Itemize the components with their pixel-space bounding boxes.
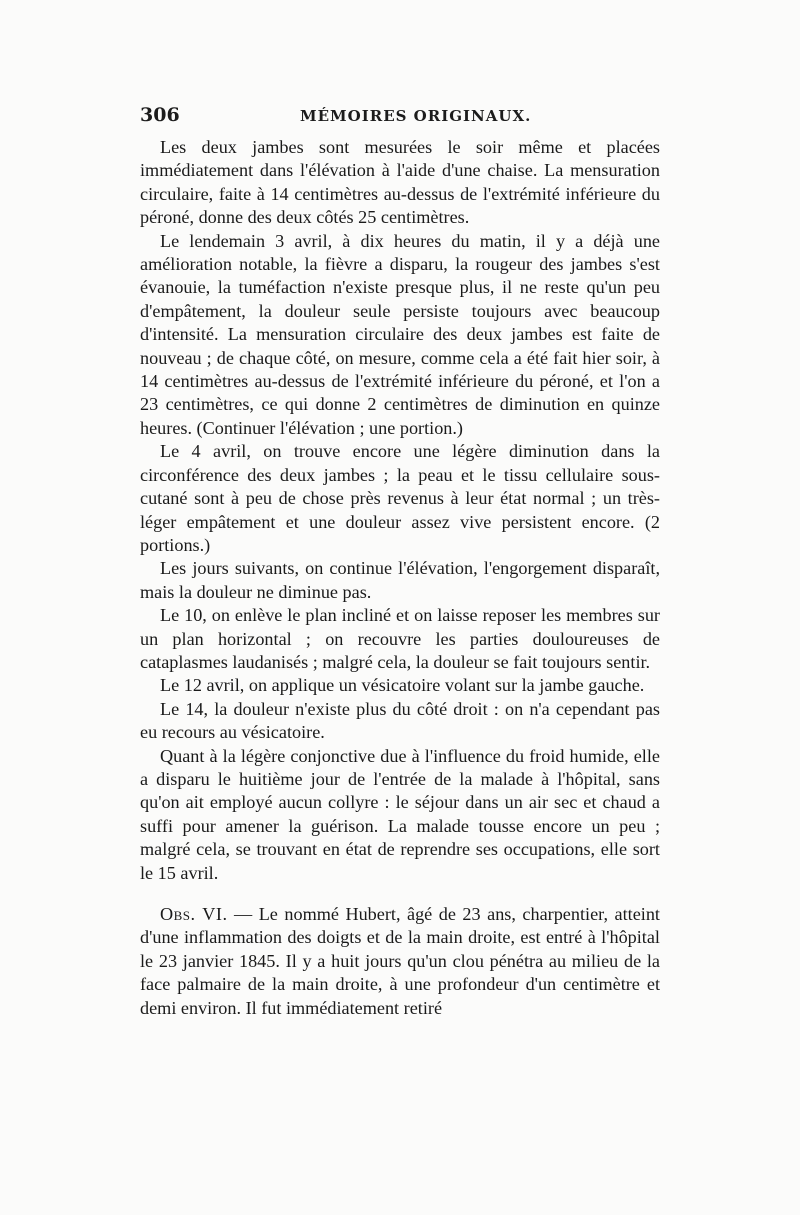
page-header: [140, 104, 666, 130]
paragraph: Le 10, on enlève le plan incliné et on laisse reposer les membres sur un plan horizontal ; on recouvre les parties douloureuses de cataplasmes laudanisés ; malgré cela, la douleur se fait toujours sentir.: [140, 605, 660, 672]
paragraph: Les jours suivants, on continue l'élévation, l'engorgement disparaît, mais la douleur ne diminue pas.: [140, 558, 660, 602]
page-number: 306: [140, 104, 180, 126]
running-title: MÉMOIRES ORIGINAUX.: [300, 107, 532, 125]
paragraph: Le 4 avril, on trouve encore une légère diminution dans la circonférence des deux jambes ; la peau et le tissu cellulaire sous-cutané sont à peu de chose près revenus à leur état normal ; un très-léger empâtement et une douleur assez vive persistent encore. (2 portions.): [140, 441, 660, 555]
observation-label: Obs. VI.: [160, 904, 228, 924]
body-text: [140, 136, 660, 1020]
observation-paragraph: [140, 903, 660, 1020]
paragraph: Quant à la légère conjonctive due à l'influence du froid humide, elle a disparu le huitième jour de l'entrée de la malade à l'hôpital, sans qu'on ait employé aucun collyre : le séjour dans un air sec et chaud a suffi pour amener la guérison. La malade tousse encore un peu ; malgré cela, se trouvant en état de reprendre ses occupations, elle sort le 15 avril.: [140, 745, 660, 883]
paragraph: Les deux jambes sont mesurées le soir même et placées immédiatement dans l'élévation à l'aide d'une chaise. La mensuration circulaire, faite à 14 centimètres au-dessus de l'extrémité inférieure du péroné, donne des deux côtés 25 centimètres.: [140, 137, 660, 228]
paragraph: Le 12 avril, on applique un vésicatoire volant sur la jambe gauche.: [160, 675, 645, 696]
observation-text: — Le nommé Hubert, âgé de 23 ans, charpentier, atteint d'une inflammation des doigts et de la main droite, est entré à l'hôpital le 23 janvier 1845. Il y a huit jours qu'un clou pénétra au milieu de la face palmaire de la main droite, à une profondeur d'un centimètre et demi environ. Il fut immédiatement retiré: [140, 904, 660, 1018]
paragraph: Le lendemain 3 avril, à dix heures du matin, il y a déjà une amélioration notable, la fièvre a disparu, la rougeur des jambes s'est évanouie, la tuméfaction n'existe presque plus, il ne reste qu'un peu d'empâtement, la douleur seule persiste toujours avec beaucoup d'intensité. La mensuration circulaire des deux jambes est faite de nouveau ; de chaque côté, on mesure, comme cela a été fait hier soir, à 14 centimètres au-dessus de l'extrémité inférieure du péroné, et l'on a 23 centimètres, ce qui donne 2 centimètres de diminution en quinze heures. (Continuer l'élévation ; une portion.): [140, 230, 660, 438]
paragraph: Le 14, la douleur n'existe plus du côté droit : on n'a cependant pas eu recours au vésicatoire.: [140, 698, 660, 743]
